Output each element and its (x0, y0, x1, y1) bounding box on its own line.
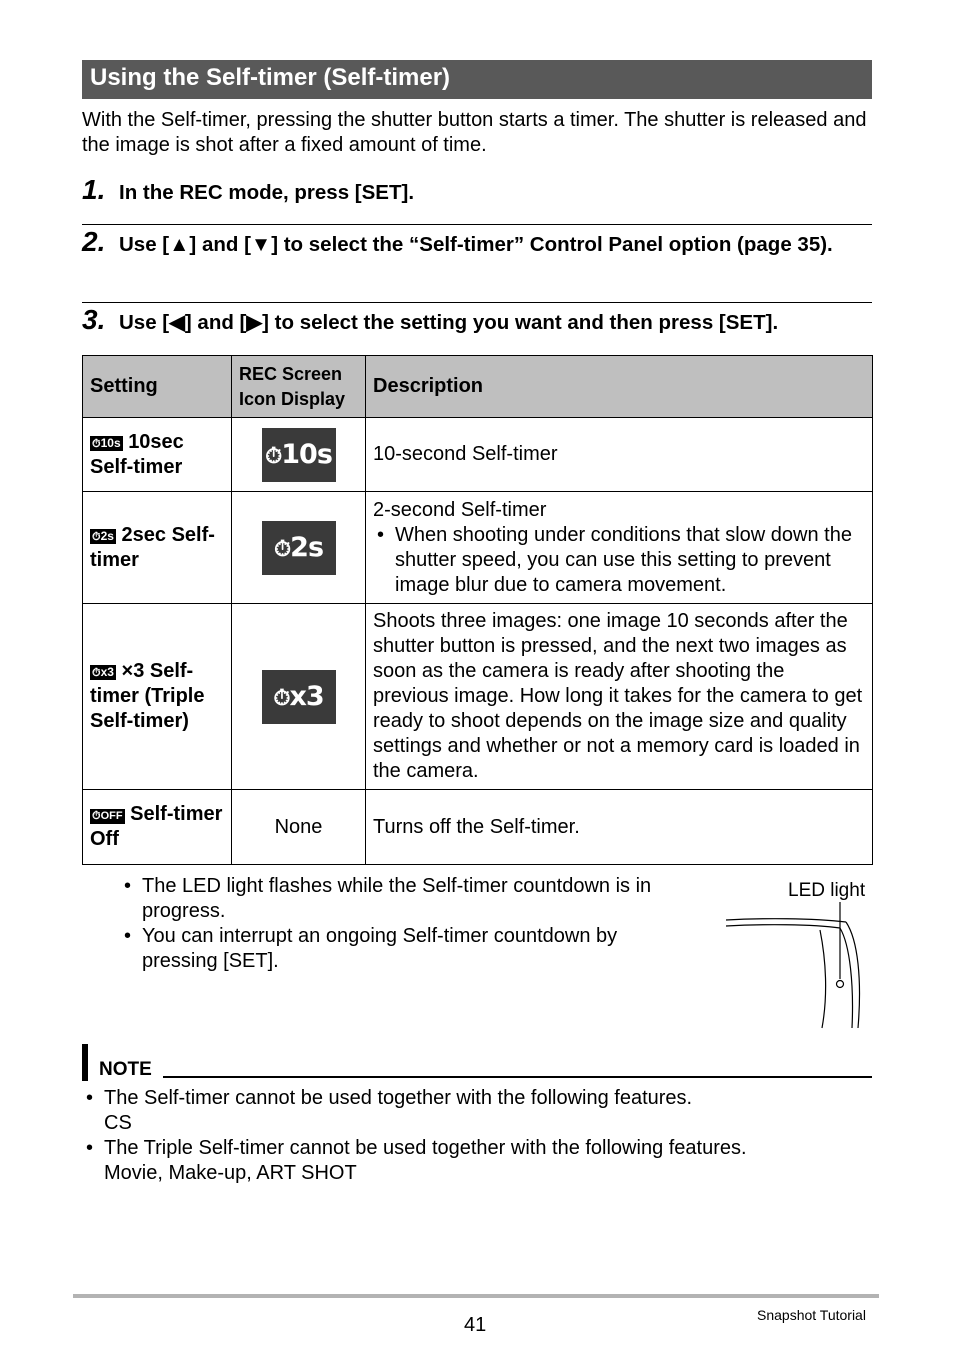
camera-led-illustration (722, 900, 872, 1035)
step-1-text: In the REC mode, press [SET]. (119, 181, 415, 204)
table-header-row (83, 356, 873, 418)
list-item: • The LED light flashes while the Self-timer countdown is in progress. (120, 874, 680, 924)
header-description: Description (366, 356, 873, 418)
description-text: Shoots three images: one image 10 seconds after the shutter button is pressed, and the next two images as soon as the camera is ready after shooting the previous image. How long it takes for the camera to get ready to shoot depends on the image size and quality settings and whether or not a memory card is loaded in the camera. (373, 610, 863, 782)
header-icon-display: REC Screen Icon Display (232, 356, 366, 418)
description-bullets (373, 523, 865, 598)
table-row (83, 604, 873, 790)
small-self-timer-off-icon: ⏱OFF (92, 810, 123, 822)
table-row (83, 418, 873, 492)
step-3-text: Use [◀] and [▶] to select the setting you want and then press [SET]. (119, 311, 779, 334)
step-divider (82, 302, 872, 303)
note-divider (163, 1076, 872, 1078)
icon-cell (232, 418, 366, 492)
step-1-number: 1. (82, 174, 106, 205)
step-3-number: 3. (82, 304, 106, 335)
description-text: 2-second Self-timer (373, 498, 547, 521)
description-text: Turns off the Self-timer. (373, 815, 580, 838)
list-item: • You can interrupt an ongoing Self-timer countdown by pressing [SET]. (120, 924, 680, 974)
list-item (82, 1086, 882, 1136)
small-self-timer-x3-icon: ⏱x3 (92, 665, 114, 679)
description-cell (366, 492, 873, 604)
icon-cell (232, 604, 366, 790)
led-light-label: LED light (788, 880, 866, 901)
setting-name: 10sec Self-timer (90, 430, 184, 478)
note-label: NOTE (99, 1059, 152, 1080)
step-2-number: 2. (82, 226, 106, 257)
self-timer-settings-table (82, 355, 873, 865)
step-2-text: Use [▲] and [▼] to select the “Self-timer” Control Panel option (page 35). (119, 233, 833, 256)
intro-paragraph: With the Self-timer, pressing the shutter button starts a timer. The shutter is released and the image is shot after a fixed amount of time. (82, 109, 867, 156)
small-self-timer-10s-icon: ⏱10s (92, 435, 121, 450)
self-timer-2s-icon: ⏱2s (262, 521, 336, 575)
description-cell (366, 418, 873, 492)
list-item: • When shooting under conditions that slow down the shutter speed, you can use this setting to prevent image blur due to camera movement. (373, 523, 865, 598)
setting-cell (83, 790, 232, 865)
footer-divider (73, 1294, 879, 1298)
page-number: 41 (464, 1314, 487, 1336)
note-list (82, 1086, 882, 1186)
setting-name: Self-timer Off (90, 803, 223, 850)
setting-cell (83, 604, 232, 790)
self-timer-10s-icon: ⏱10s (262, 428, 336, 482)
setting-cell (83, 418, 232, 492)
icon-cell: None (232, 790, 366, 865)
led-bullets (120, 874, 680, 974)
icon-cell (232, 492, 366, 604)
section-title: Using the Self-timer (Self-timer) (90, 64, 451, 91)
setting-name: 2sec Self-timer (90, 523, 215, 571)
description-cell (366, 604, 873, 790)
small-self-timer-2s-icon: ⏱2s (92, 528, 114, 543)
table-row (83, 790, 873, 865)
self-timer-x3-icon: ⏱x3 (262, 670, 336, 724)
description-text: 10-second Self-timer (373, 443, 558, 465)
note-features: Movie, Make-up, ART SHOT (104, 1162, 357, 1184)
footer-section-title: Snapshot Tutorial (757, 1307, 866, 1323)
note-marker (82, 1044, 88, 1081)
list-item (82, 1136, 882, 1186)
step-divider (82, 224, 872, 225)
note-text: • The Self-timer cannot be used together with the following features. (104, 1087, 693, 1109)
note-text: • The Triple Self-timer cannot be used together with the following features. (104, 1137, 747, 1159)
setting-cell (83, 492, 232, 604)
note-features: CS (104, 1112, 132, 1134)
description-cell (366, 790, 873, 865)
header-setting: Setting (83, 356, 232, 418)
table-row (83, 492, 873, 604)
setting-name: ×3 Self-timer (Triple Self-timer) (90, 660, 205, 732)
